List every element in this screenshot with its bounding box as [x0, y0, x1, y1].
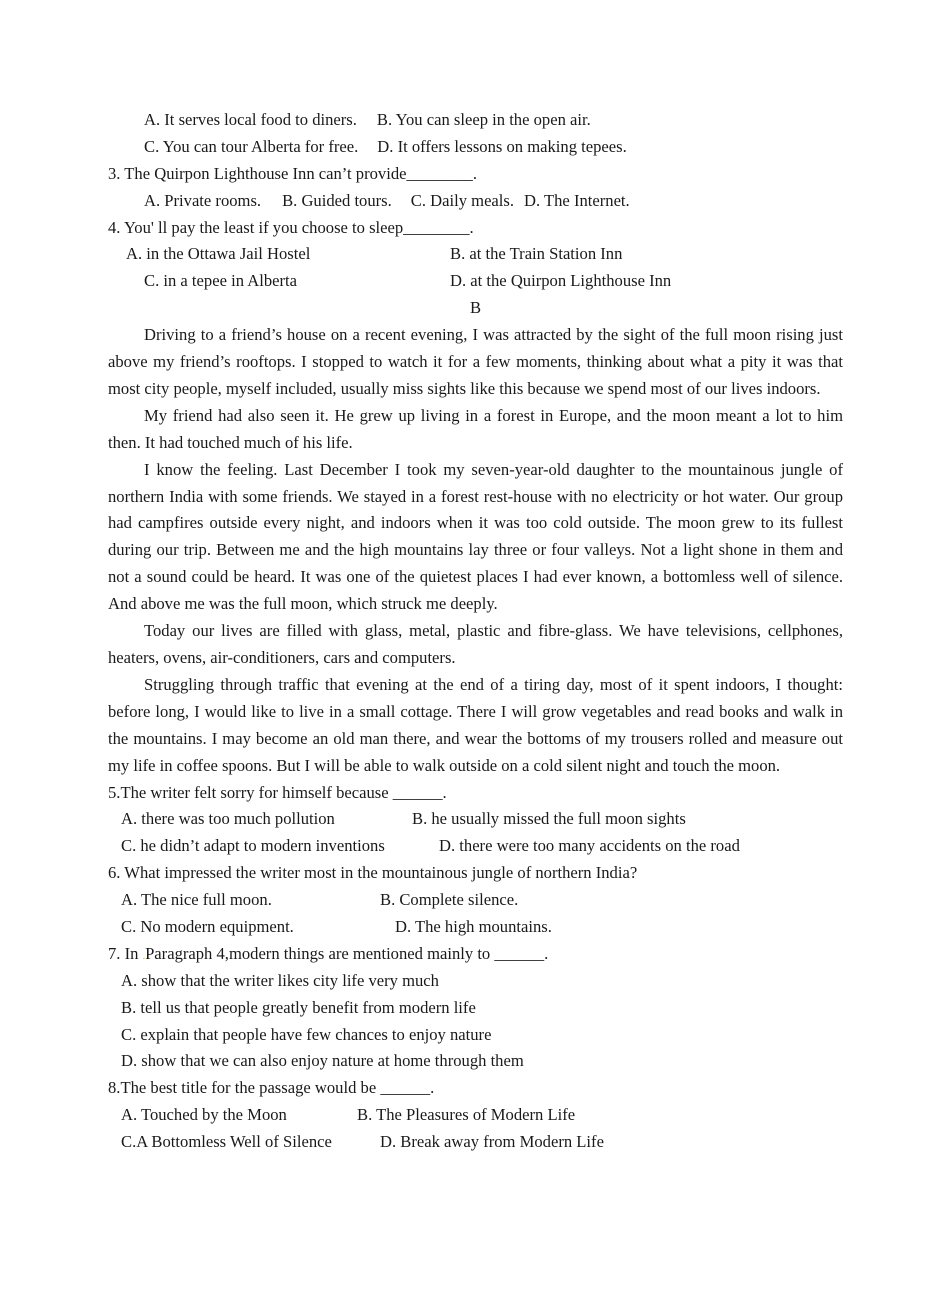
q6-options-row-2	[108, 914, 843, 941]
q4-option-c: C. in a tepee in Alberta	[144, 271, 297, 291]
q8-options-row-2	[108, 1129, 843, 1156]
q5-stem: 5.The writer felt sorry for himself because ______.	[108, 782, 447, 802]
passage-paragraph-5: Struggling through traffic that evening at the end of a tiring day, most of it spent indoors, I thought: before long, I would like to live in a small cottage. There I will grow vegetables and read books and walk in the mountains. I may become an old man there, and wear the bottoms of my trousers rolled and measure out my life in coffee spoons. But I will be able to walk outside on a cold silent night and touch the moon.	[108, 674, 843, 775]
q5-option-c: C. he didn’t adapt to modern inventions	[121, 836, 385, 856]
q4-option-a: A. in the Ottawa Jail Hostel	[126, 244, 311, 264]
q3-options-row	[108, 188, 843, 215]
document-page	[108, 107, 843, 1156]
q6-stem: 6. What impressed the writer most in the mountainous jungle of northern India?	[108, 863, 638, 883]
passage-paragraph-3: I know the feeling. Last December I took my seven-year-old daughter to the mountainous jungle of northern India with some friends. We stayed in a forest rest-house with no electricity or hot water. Our group had campfires outside every night, and indoors when it was too cold outside. The moon grew to its fullest during our trip. Between me and the high mountains lay three or four valleys. Not a light shone in them and not a sound could be heard. It was one of the quietest places I had ever known, a bottomless well of silence. And above me was the full moon, which struck me deeply.	[108, 459, 843, 614]
q7-option-c: C. explain that people have few chances to enjoy nature	[121, 1024, 492, 1044]
q8-option-c: C.A Bottomless Well of Silence	[121, 1132, 332, 1152]
q5-options-row-2	[108, 833, 843, 860]
q7-option-a: A. show that the writer likes city life very much	[121, 970, 439, 990]
q4-options-row-1	[108, 241, 843, 268]
q6-option-b: B. Complete silence.	[380, 890, 519, 910]
q8-option-d: D. Break away from Modern Life	[380, 1132, 604, 1152]
q2-option-a: A. It serves local food to diners.	[144, 110, 357, 129]
q8-options-row-1	[108, 1102, 843, 1129]
q2-options-row-1	[108, 107, 843, 134]
q2-options-row-2	[108, 134, 843, 161]
q2-option-c: C. You can tour Alberta for free.	[144, 136, 359, 156]
q6-option-c: C. No modern equipment.	[121, 916, 294, 936]
q5-option-b: B. he usually missed the full moon sights	[412, 809, 686, 829]
q3-option-c: C. Daily meals.	[410, 190, 515, 210]
q7-stem: 7. In .Paragraph 4,modern things are mentioned mainly to ______.	[108, 943, 549, 963]
section-b-heading: B	[469, 298, 482, 318]
edit-mark-icon: .	[142, 950, 146, 962]
q8-option-a: A. Touched by the Moon	[121, 1105, 287, 1125]
q3-stem: 3. The Quirpon Lighthouse Inn can’t provide________.	[108, 163, 478, 183]
q5-option-d: D. there were too many accidents on the road	[439, 836, 740, 856]
q8-stem: 8.The best title for the passage would be ______.	[108, 1078, 435, 1098]
q2-option-d: D. It offers lessons on making tepees.	[377, 136, 627, 156]
q3-option-b: B. Guided tours.	[282, 190, 392, 210]
passage-paragraph-4: Today our lives are filled with glass, metal, plastic and fibre-glass. We have televisions, cellphones, heaters, ovens, air-conditioners, cars and computers.	[108, 621, 843, 667]
q7-option-d: D. show that we can also enjoy nature at home through them	[121, 1051, 524, 1071]
passage-paragraph-1: Driving to a friend’s house on a recent evening, I was attracted by the sight of the full moon rising just above my friend’s rooftops. I stopped to watch it for a few moments, thinking about what a pity it was that most city people, myself included, usually miss sights like this because we spend most of our lives indoors.	[108, 325, 843, 398]
q4-options-row-2	[108, 268, 843, 295]
q4-option-d: D. at the Quirpon Lighthouse Inn	[450, 271, 672, 291]
q3-option-a: A. Private rooms.	[144, 190, 262, 210]
q4-option-b: B. at the Train Station Inn	[450, 244, 623, 264]
q4-stem: 4. You' ll pay the least if you choose to sleep________.	[108, 217, 474, 237]
q7-option-b: B. tell us that people greatly benefit from modern life	[121, 997, 476, 1017]
passage-paragraph-2: My friend had also seen it. He grew up living in a forest in Europe, and the moon meant a lot to him then. It had touched much of his life.	[108, 405, 843, 452]
q6-options-row-1	[108, 887, 843, 914]
q6-option-d: D. The high mountains.	[395, 916, 552, 936]
q6-option-a: A. The nice full moon.	[121, 890, 272, 910]
q8-option-b: B. The Pleasures of Modern Life	[357, 1105, 576, 1125]
q5-options-row-1	[108, 806, 843, 833]
q2-option-b: B. You can sleep in the open air.	[376, 110, 591, 129]
q3-option-d: D. The Internet.	[524, 190, 630, 210]
q5-option-a: A. there was too much pollution	[121, 809, 335, 829]
